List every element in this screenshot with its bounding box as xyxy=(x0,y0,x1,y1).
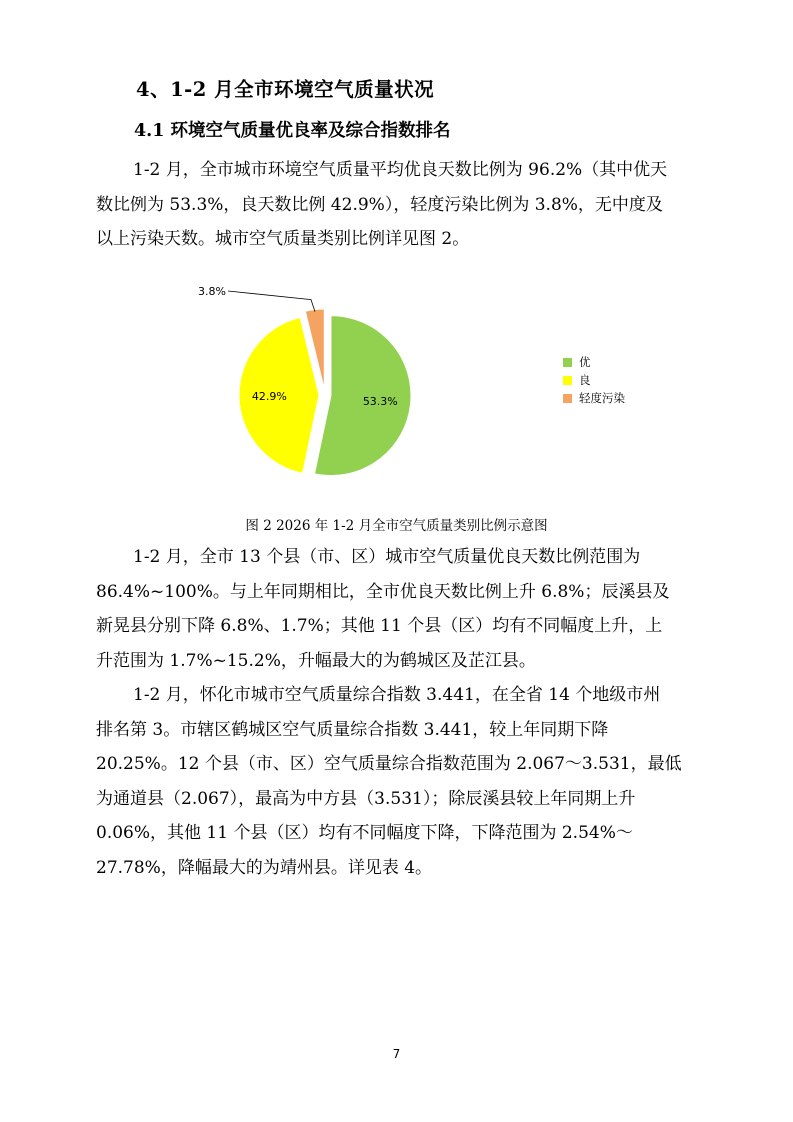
subsection-heading: 4.1 环境空气质量优良率及综合指数排名 xyxy=(134,121,451,141)
text-line: 86.4%~100%。与上年同期相比，全市优良天数比例上升 6.8%；辰溪县及 xyxy=(96,581,670,602)
text-line: 1-2 月，怀化市城市空气质量综合指数 3.441，在全省 14 个地级市州 xyxy=(133,685,661,705)
legend-item-excellent xyxy=(563,353,625,371)
leader-line xyxy=(228,291,315,312)
text-line: 升范围为 1.7%~15.2%，升幅最大的为鹤城区及芷江县。 xyxy=(96,650,536,671)
text-line: 20.25%。12 个县（市、区）空气质量综合指数范围为 2.067～3.531，最低 xyxy=(96,754,682,774)
paragraph-quality-ratio xyxy=(96,153,700,257)
legend-label: 优 xyxy=(579,355,591,369)
text-line: 以上污染天数。城市空气质量类别比例详见图 2。 xyxy=(96,229,470,249)
chart-legend xyxy=(563,353,625,407)
legend-swatch xyxy=(563,394,572,403)
text-line: 1-2 月，全市 13 个县（市、区）城市空气质量优良天数比例范围为 xyxy=(133,547,641,567)
legend-label: 轻度污染 xyxy=(579,391,625,405)
section-heading: 4、1-2 月全市环境空气质量状况 xyxy=(136,78,435,101)
figure-caption: 图 2 2026 年 1-2 月全市空气质量类别比例示意图 xyxy=(245,518,548,534)
text-line: 1-2 月，全市城市环境空气质量平均优良天数比例为 96.2%（其中优天 xyxy=(133,160,668,180)
data-label: 3.8% xyxy=(198,285,226,298)
text-line: 新晃县分别下降 6.8%、1.7%；其他 11 个县（区）均有不同幅度上升，上 xyxy=(96,616,663,636)
legend-item-good xyxy=(563,371,625,389)
paragraph-composite-index xyxy=(96,678,700,885)
data-label: 53.3% xyxy=(362,394,398,408)
text-line: 数比例为 53.3%，良天数比例 42.9%），轻度污染比例为 3.8%，无中度及 xyxy=(96,194,663,215)
legend-label: 良 xyxy=(579,373,591,387)
paragraph-county-ratio xyxy=(96,540,700,678)
data-label: 42.9% xyxy=(251,389,287,403)
legend-item-light-pollution xyxy=(563,389,625,407)
page-number: 7 xyxy=(392,1047,401,1061)
pie-chart xyxy=(180,280,450,495)
text-line: 27.78%，降幅最大的为靖州县。详见表 4。 xyxy=(96,857,433,878)
text-line: 为通道县（2.067），最高为中方县（3.531）；除辰溪县较上年同期上升 xyxy=(96,788,636,809)
text-line: 排名第 3。市辖区鹤城区空气质量综合指数 3.441，较上年同期下降 xyxy=(96,719,609,740)
text-line: 0.06%，其他 11 个县（区）均有不同幅度下降，下降范围为 2.54%～ xyxy=(96,823,633,843)
legend-swatch xyxy=(563,376,572,385)
legend-swatch xyxy=(563,358,572,367)
